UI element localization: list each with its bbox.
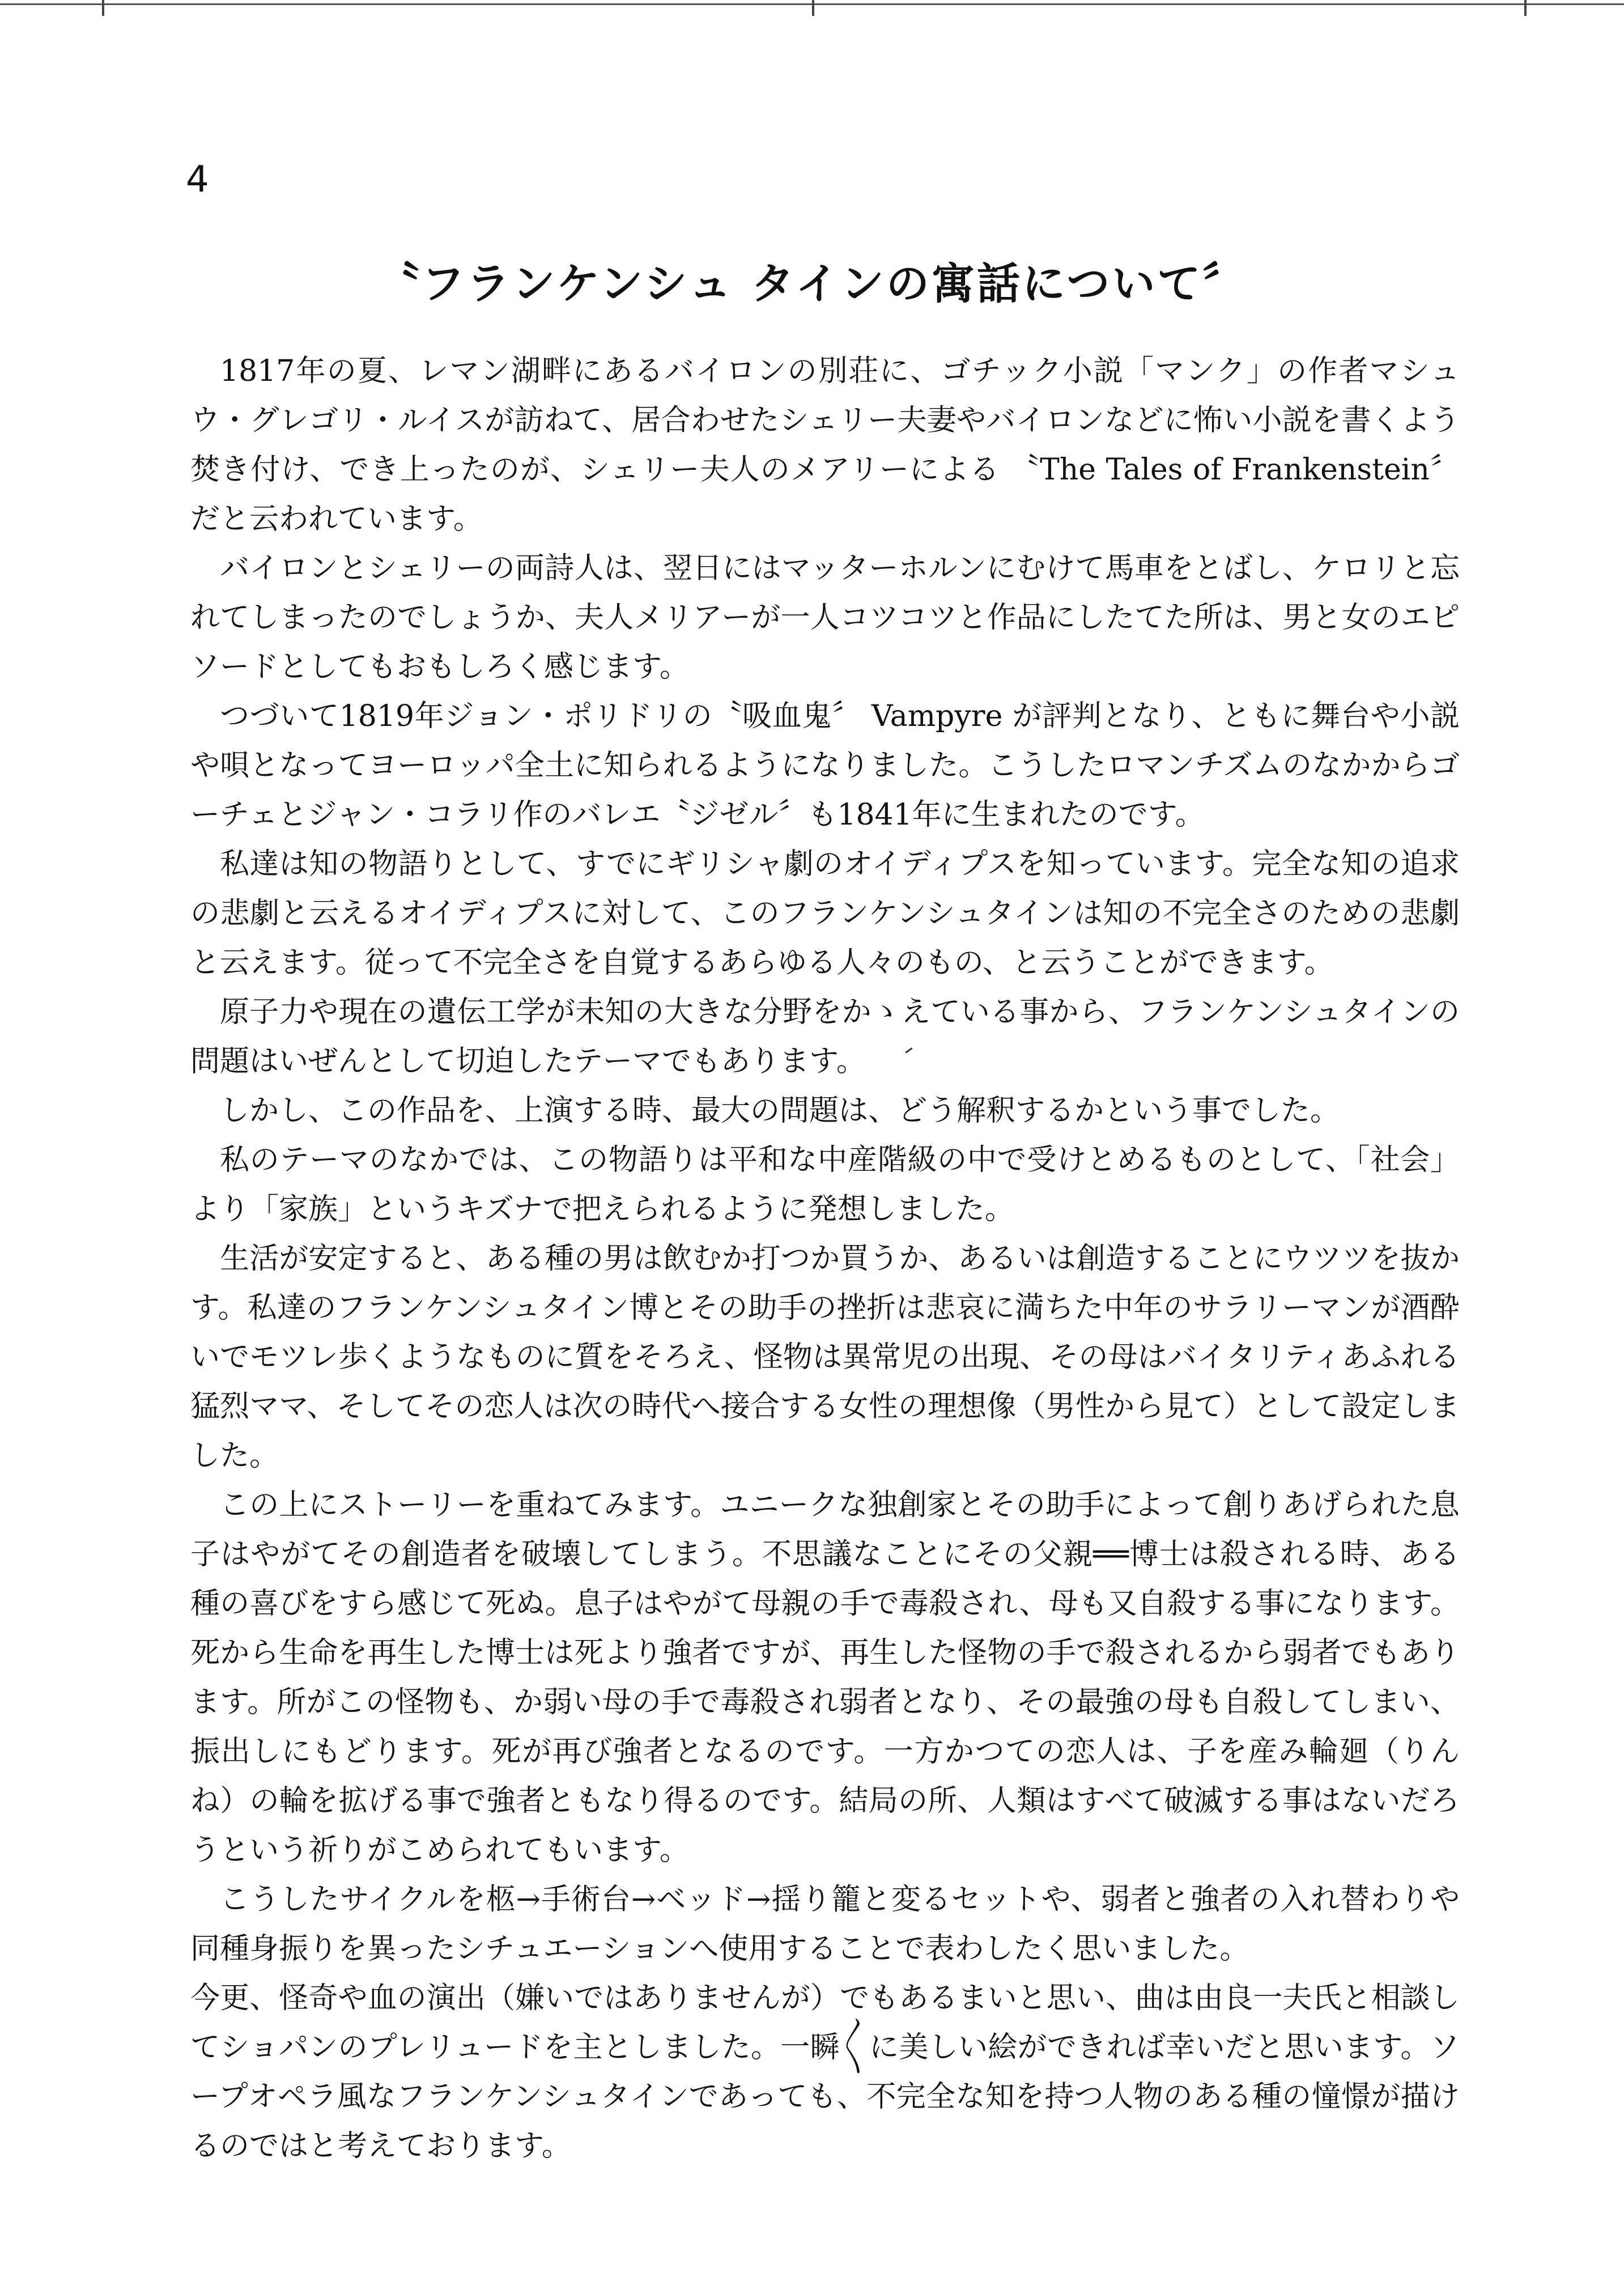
paragraph: 生活が安定すると、ある種の男は飲むか打つか買うか、あるいは創造することにウツツを抜かす。私達のフランケンシュタイン博とその助手の挫折は悲哀に満ちた中年のサラリーマンが酒酔いでモツレ歩くようなものに質をそろえ、怪物は異常児の出現、その母はバイタリティあふれる猛烈ママ、そしてその恋人は次の時代へ接合する女性の理想像（男性から見て）として設定しました。 bbox=[190, 1242, 1460, 1473]
page-number: 4 bbox=[186, 159, 209, 201]
paragraph: こうしたサイクルを柩→手術台→ベッド→揺り籠と変るセットや、弱者と強者の入れ替わりや同種身振りを異ったシチュエーションへ使用することで表わしたく思いました。 bbox=[190, 1883, 1460, 1966]
paragraph: バイロンとシェリーの両詩人は、翌日にはマッターホルンにむけて馬車をとばし、ケロリと忘れてしまったのでしょうか、夫人メリアーが一人コツコツと作品にしたてた所は、男と女のエピソードとしてもおもしろく感じます。 bbox=[190, 551, 1460, 684]
paragraph: 1817年の夏、レマン湖畔にあるバイロンの別荘に、ゴチック小説「マンク」の作者マシュウ・グレゴリ・ルイスが訪ねて、居合わせたシェリー夫妻やバイロンなどに怖い小説を書くよう焚き付け、でき上ったのが、シェリー夫人のメアリーによる 〝The Tales of Frankenstein〞 だと云われています。 bbox=[190, 354, 1460, 536]
paragraph: つづいて1819年ジョン・ポリドリの〝吸血鬼〞 Vampyre が評判となり、ともに舞台や小説や唄となってヨーロッパ全土に知られるようになりました。こうしたロマンチズムのなかからゴーチェとジャン・コラリ作のバレエ〝ジゼル〞も1841年に生まれたのです。 bbox=[190, 699, 1460, 832]
paragraph: 私のテーマのなかでは、この物語りは平和な中産階級の中で受けとめるものとして、「社会」より「家族」というキズナで把えられるように発想しました。 bbox=[190, 1143, 1460, 1226]
paragraph: しかし、この作品を、上演する時、最大の問題は、どう解釈するかという事でした。 bbox=[220, 1094, 1340, 1128]
top-tick-mark bbox=[812, 0, 814, 16]
paragraph: この上にストーリーを重ねてみます。ユニークな独創家とその助手によって創りあげられた息子はやがてその創造者を破壊してしまう。不思議なことにその父親══博士は殺される時、ある種の喜びをすら感じて死ぬ。息子はやがて母親の手で毒殺され、母も又自殺する事になります。死から生命を再生した博士は死より強者ですが、再生した怪物の手で殺されるから弱者でもあります。所がこの怪物も、か弱い母の手で毒殺され弱者となり、その最強の母も自殺してしまい、振出しにもどります。死が再び強者となるのです。一方かつての恋人は、子を産み輪廻（りんね）の輪を拡げる事で強者ともなり得るのです。結局の所、人類はすべて破滅する事はないだろうという祈りがこめられてもいます。 bbox=[190, 1488, 1460, 1867]
top-tick-mark bbox=[1524, 0, 1527, 16]
body-text bbox=[190, 347, 1460, 2171]
page-title: 〝フランケンシュ タインの寓話について〞 bbox=[376, 258, 1248, 309]
top-tick-mark bbox=[102, 0, 104, 16]
paragraph: 私達は知の物語りとして、すでにギリシャ劇のオイディプスを知っています。完全な知の追求の悲劇と云えるオイディプスに対して、このフランケンシュタインは知の不完全さのための悲劇と云えます。従って不完全さを自覚するあらゆる人々のもの、と云うことができます。 bbox=[190, 847, 1460, 980]
paragraph: 原子力や現在の遺伝工学が未知の大きな分野をかゝえている事から、フランケンシュタインの問題はいぜんとして切迫したテーマでもあります。 bbox=[190, 995, 1460, 1078]
paragraph: 今更、怪奇や血の演出（嫌いではありませんが）でもあるまいと思い、曲は由良一夫氏と相談してショパンのプレリュードを主としました。一瞬〳〵に美しい絵ができれば幸いだと思います。ソープオペラ風なフランケンシュタインであっても、不完全な知を持つ人物のある種の憧憬が描けるのではと考えております。 bbox=[190, 1981, 1460, 2163]
